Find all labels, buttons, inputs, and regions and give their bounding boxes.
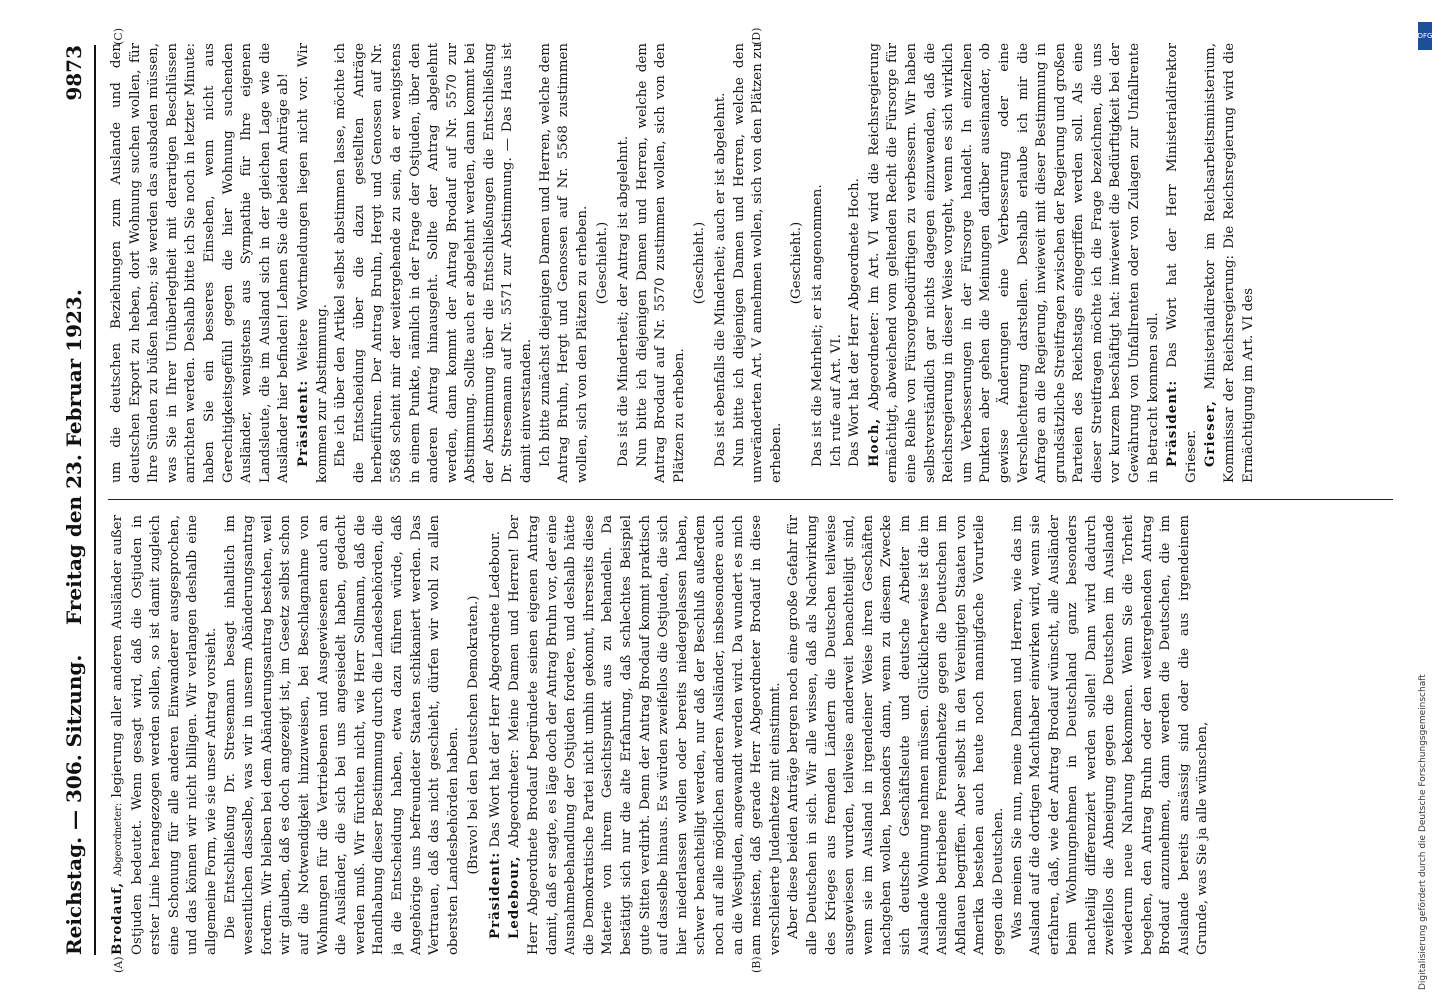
paragraph: Die Entschließung Dr. Stresemann besagt inhaltlich im wesentlichen dasselbe, was wir in unserm Abänderungsantrag fordern. Wir bleiben bei dem Abänderungsantrag bestehen, weil wir glauben, daß es doch angezeigt ist, im Gesetz selbst schon auf die Notwendigkeit hinzuweisen, bei Beschlagnahme von Wohnungen für die Vertriebenen und Ausgewiesenen auch an die Ausländer, die sich bei uns angesiedelt haben, gedacht werden muß. Wir fürchten nicht, wie Herr Sollmann, daß die Handhabung dieser Bestimmung durch die Landesbehörden, die ja die Entscheidung haben, etwa dazu führen würde, daß Angehörige uns befreundeter Staaten schikaniert werden. Das Vertrauen, daß das nicht geschieht, dürfen wir wohl zu allen obersten Landesbehörden haben. <box>222 515 461 955</box>
paragraph-text: legierung aller anderen Ausländer außer Ostjuden bedeutet. Wenn gesagt wird, daß die Ostjuden in erster Linie herangezogen werden sollen, so ist damit zugleich eine Schonung für alle anderen Einwanderer ausgesprochen, und das können wir nicht billigen. Wir verlangen deshalb eine allgemeine Form, wie sie unser Antrag vorsieht. <box>110 515 219 955</box>
text-column-right <box>108 43 1398 483</box>
paragraph-text: Im Art. VI wird die Reichsregierung ermächtigt, abweichend vom geltenden Recht die Fürsorge für eine Reihe von Fürsorgebedürftigen zu verbessern. Wir haben selbstverständlich gar nichts dagegen einzuwenden, daß die Reichsregierung in dieser Weise vorgeht, wenn es sich wirklich um Verbesserungen in der Fürsorge handelt. In einzelnen Punkten aber gehen die Meinungen darüber auseinander, ob gewisse Änderungen eine Verbesserung oder eine Verschlechterung darstellen. Deshalb erlaube ich mir die Anfrage an die Regierung, inwieweit mit dieser Bestimmung in grundsätzliche Streitfragen zwischen der Regierung und großen Parteien des Reichstags eingegriffen werden soll. Als eine dieser Streitfragen möchte ich die Frage bezeichnen, die uns vor kurzem beschäftigt hat: inwieweit die Bedürftigkeit bei der Gewährung von Unfallrenten oder von Zulagen zur Unfallrente in Betracht kommen soll. <box>866 43 1161 483</box>
page-header <box>58 45 96 955</box>
header-date: Freitag den 23. Februar 1923. <box>62 289 86 625</box>
dfg-logo: DFG <box>1418 22 1432 50</box>
page-number: 9873 <box>62 45 86 101</box>
header-session-title: Reichstag. — 306. Sitzung. <box>62 654 86 955</box>
paragraph-text: Weitere Wortmeldungen liegen nicht vor. Wir kommen zur Abstimmung. <box>295 43 330 483</box>
paragraph: Ich bitte zunächst diejenigen Damen und Herren, welche dem Antrag Bruhn, Hergt und Genossen auf Nr. 5568 zustimmen wollen, sich von den Plätzen zu erheben. <box>537 43 590 483</box>
procedure-note: (Geschieht.) <box>595 221 611 305</box>
paragraph <box>865 43 1164 483</box>
paragraph: Nun bitte ich diejenigen Damen und Herren, welche dem Antrag Brodauf auf Nr. 5570 zustimmen wollen, sich von den Plätzen zu erheben. <box>634 43 687 483</box>
margin-marker-d: (D) <box>750 27 763 45</box>
paragraph: Das ist ebenfalls die Minderheit; auch er ist abgelehnt. <box>713 92 728 467</box>
speaker-name: Ledebour, <box>506 855 523 939</box>
margin-marker-b: (B) <box>750 956 763 973</box>
rotated-document-page <box>50 25 1410 975</box>
paragraph-text: Das Wort hat der Herr Abgeordnete Ledebour. <box>487 531 503 848</box>
speaker-name: Präsident: <box>1164 379 1181 467</box>
procedure-note: (Geschieht.) <box>692 221 708 305</box>
paragraph: Aber diese beiden Anträge bergen noch eine große Gefahr für alle Deutschen in sich. Wir alle wissen, daß als Nachwirkung des Krieges aus fremden Ländern die Deutschen teilweise ausgewiesen wurden, teilweise anderweit benachteiligt sind, wenn sie im Ausland in irgendeiner Weise ihren Geschäften nachgehen wollen, besonders dann, wenn zu diesem Zwecke sich deutsche Geschäftsleute und deutsche Arbeiter im Auslande Wohnung nehmen müssen. Glücklicherweise ist die im Auslande betriebene Fremdenhetze gegen die Deutschen im Abflauen begriffen. Aber selbst in den Vereinigten Staaten von Amerika bestehen auch heute noch mannigfache Vorurteile gegen die Deutschen. <box>786 515 1006 955</box>
speaker-role: Abgeordneter: <box>113 802 124 877</box>
paragraph: Das ist die Mehrheit; er ist angenommen. <box>809 184 825 467</box>
speaker-name: Präsident: <box>486 851 503 939</box>
paragraph: Ich rufe auf Art. VI. <box>828 334 844 467</box>
paragraph: Ehe ich über den Artikel selbst abstimmen lasse, möchte ich die Entscheidung über die dazu gestellten Anträge herbeiführen. Der Antrag Bruhn, Hergt und Genossen auf Nr. 5568 scheint mir der weitergehende zu sein, da er wenigstens in einem Punkte, nämlich in der Frage der Ostjuden, über den anderen Antrag hinausgeht. Sollte der Antrag abgelehnt werden, dann kommt der Antrag Brodauf auf Nr. 5570 zur Abstimmung. Sollte auch er abgelehnt werden, dann kommt bei der Abstimmung über die Entschließungen die Entschließung Dr. Stresemann auf Nr. 5571 zur Abstimmung. — Das Haus ist damit einverstanden. <box>333 43 535 483</box>
paragraph <box>486 515 506 955</box>
paragraph: um die deutschen Beziehungen zum Auslande und den deutschen Export zu heben, dort Wohnung suchen wollen, für Ihre Sünden zu büßen haben; sie werden das ausbaden müssen, was Sie in Ihrer Unüberlegtheit mit derartigen Beschlüssen anrichten werden. Deshalb bitte ich Sie noch in letzter Minute: haben Sie ein besseres Einsehen, wenn nicht aus Gerechtigkeitsgefühl gegen die hier Wohnung suchenden Ausländer, wenigstens aus Sympathie für Ihre eigenen Landsleute, die im Ausland sich in der gleichen Lage wie die Ausländer hier befinden! Lehnen Sie die beiden Anträge ab! <box>109 43 292 483</box>
paragraph <box>505 515 785 955</box>
speaker-role: Abgeordneter: <box>507 749 523 848</box>
paragraph <box>1163 43 1201 483</box>
column-divider <box>108 499 1393 500</box>
speaker-name: Brodauf, <box>109 881 125 955</box>
text-column-left <box>108 515 1398 955</box>
paragraph: Das ist die Minderheit; der Antrag ist abgelehnt. <box>616 135 632 467</box>
speaker-name: Hoch, <box>865 417 882 467</box>
margin-marker-a: (A) <box>112 956 125 973</box>
paragraph: Das Wort hat der Herr Abgeordnete Hoch. <box>847 178 863 467</box>
speaker-name: Grieser, <box>1202 400 1219 467</box>
paragraph-text: Meine Damen und Herren! Der Herr Abgeordnete Brodauf begründete seinen eigenen Antrag damit, daß er sagte, es läge doch der Antrag Bruhn vor, der eine Ausnahmebehandlung der Ostjuden fordere, und deshalb hätte die Demokratische Partei nicht umhin gekonnt, ihrerseits diese Materie von ihrem Gesichtspunkt aus zu behandeln. Da bestätigt sich nur die alte Erfahrung, daß schlechtes Beispiel gute Sitten verdirbt. Denn der Antrag Brodauf kommt praktisch auf dasselbe hinaus. Es würden zweifellos die Ostjuden, die sich hier niederlassen wollen oder bereits niedergelassen haben, schwer benachteiligt werden, nur daß der Beschluß außerdem noch auf alle möglichen anderen Ausländer, insbesondere auch an die Westjuden, angewandt werden wird. Da wundert es mich am meisten, daß gerade Herr Abgeordneter Brodauf in diese verschleierte Judenhetze mit einstimmt. <box>507 515 783 955</box>
paragraph <box>294 43 332 483</box>
paragraph: Was meinen Sie nun, meine Damen und Herren, wie das im Ausland auf die dortigen Machthaber einwirken wird, wenn sie erfahren, daß, wie der Antrag Brodauf wünscht, alle Ausländer beim Wohnungnehmen in Deutschland ganz besonders nachteilig differenziert werden sollen! Dann wird dadurch zweifellos die Abneigung gegen die Deutschen im Auslande wiederum neue Nahrung bekommen. Wenn Sie die Torheit begehen, den Antrag Bruhn oder den weitergehenden Antrag Brodauf anzunehmen, dann werden die Deutschen, die im Auslande bereits ansässig sind oder die aus irgendeinem Grunde, was Sie ja alle wünschen, <box>1009 515 1211 955</box>
applause-note: (Bravo! bei den Deutschen Demokraten.) <box>466 595 482 875</box>
paragraph <box>1201 43 1258 483</box>
paragraph: Nun bitte ich diejenigen Damen und Herren, welche den unveränderten Art. V annehmen wollen, sich von den Plätzen zu erheben. <box>731 43 784 483</box>
speaker-name: Präsident: <box>294 379 311 467</box>
paragraph-text: Das Wort hat der Herr Ministerialdirektor Grieser. <box>1165 43 1199 483</box>
speaker-role: Abgeordneter: <box>866 311 882 411</box>
procedure-note: (Geschieht.) <box>789 221 805 305</box>
paragraph <box>108 515 222 955</box>
margin-marker-c: (C) <box>112 28 125 45</box>
digitization-credit: Digitalisierung gefördert durch die Deutsche Forschungsgemeinschaft <box>1418 674 1428 990</box>
paragraph-text: Ministerialdirektor im Reichsarbeitsministerium, Kommissar der Reichsregierung: Die Reichsregierung wird die Ermächtigung im Art. VI des <box>1203 43 1256 483</box>
